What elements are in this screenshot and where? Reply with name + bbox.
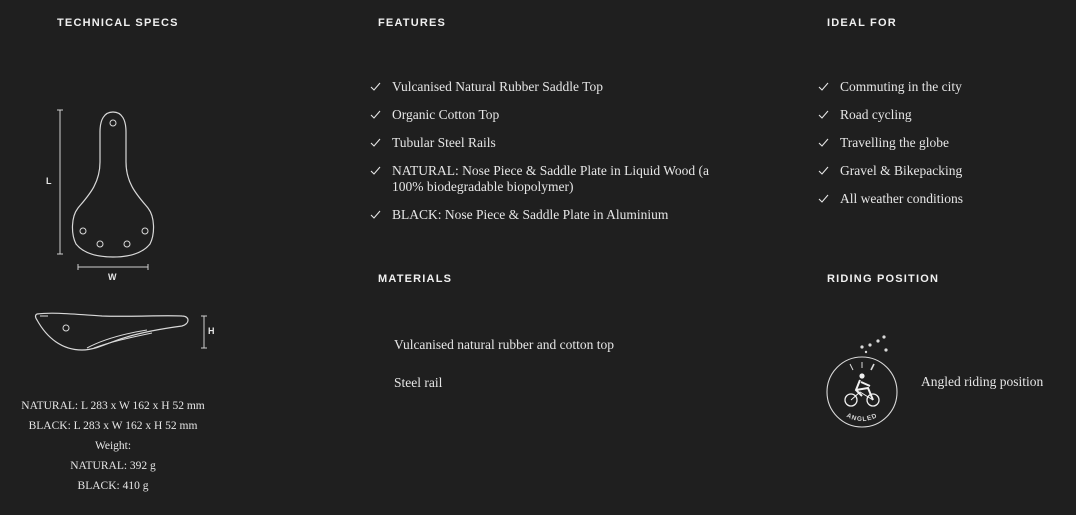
list-item (370, 163, 730, 195)
check-icon (818, 137, 829, 148)
dimension-height-label: H (208, 326, 215, 336)
list-item (818, 107, 1058, 123)
svg-text:ANGLED (845, 412, 878, 423)
material-item-top: Vulcanised natural rubber and cotton top (394, 337, 614, 352)
spec-weight-label: Weight: (94, 440, 132, 452)
features-list (370, 79, 730, 235)
feature-label: Organic Cotton Top (392, 107, 500, 122)
check-icon (370, 109, 381, 120)
check-icon (818, 81, 829, 92)
feature-label: Vulcanised Natural Rubber Saddle Top (392, 79, 603, 94)
feature-label: BLACK: Nose Piece & Saddle Plate in Aluminium (392, 207, 669, 222)
spec-lines (0, 396, 226, 496)
check-icon (370, 165, 381, 176)
ideal-for-label: All weather conditions (840, 191, 963, 206)
feature-label: Tubular Steel Rails (392, 135, 496, 150)
check-icon (370, 137, 381, 148)
check-icon (818, 193, 829, 204)
riding-position-description: Angled riding position (921, 374, 1044, 389)
ideal-for-list (818, 79, 1058, 219)
check-icon (818, 165, 829, 176)
list-item (370, 107, 730, 123)
list-item (370, 79, 730, 95)
materials-heading: MATERIALS (378, 273, 453, 285)
angled-position-icon (822, 332, 902, 430)
dimension-length-label: L (46, 176, 52, 186)
technical-specs-heading: TECHNICAL SPECS (57, 17, 179, 29)
list-item (818, 79, 1058, 95)
ideal-for-label: Gravel & Bikepacking (840, 163, 963, 178)
list-item (818, 135, 1058, 151)
material-item-rail: Steel rail (394, 375, 443, 390)
saddle-top-diagram (38, 104, 168, 284)
features-heading: FEATURES (378, 17, 447, 29)
angled-badge-label: ANGLED (845, 412, 879, 424)
spec-natural-weight: NATURAL: 392 g (70, 460, 156, 472)
spec-natural-dimensions: NATURAL: L 283 x W 162 x H 52 mm (21, 400, 205, 412)
check-icon (370, 81, 381, 92)
ideal-for-label: Travelling the globe (840, 135, 949, 150)
check-icon (818, 109, 829, 120)
list-item (370, 207, 730, 223)
list-item (370, 135, 730, 151)
riding-position-heading: RIDING POSITION (827, 273, 940, 285)
list-item (818, 191, 1058, 207)
spec-black-weight: BLACK: 410 g (77, 480, 149, 492)
dimension-width-label: W (108, 272, 117, 282)
saddle-side-diagram (32, 308, 212, 356)
ideal-for-heading: IDEAL FOR (827, 17, 897, 29)
ideal-for-label: Road cycling (840, 107, 912, 122)
spec-black-dimensions: BLACK: L 283 x W 162 x H 52 mm (28, 420, 198, 432)
list-item (818, 163, 1058, 179)
check-icon (370, 209, 381, 220)
feature-label: NATURAL: Nose Piece & Saddle Plate in Liquid Wood (a 100% biodegradable biopolymer) (392, 163, 709, 194)
ideal-for-label: Commuting in the city (840, 79, 962, 94)
